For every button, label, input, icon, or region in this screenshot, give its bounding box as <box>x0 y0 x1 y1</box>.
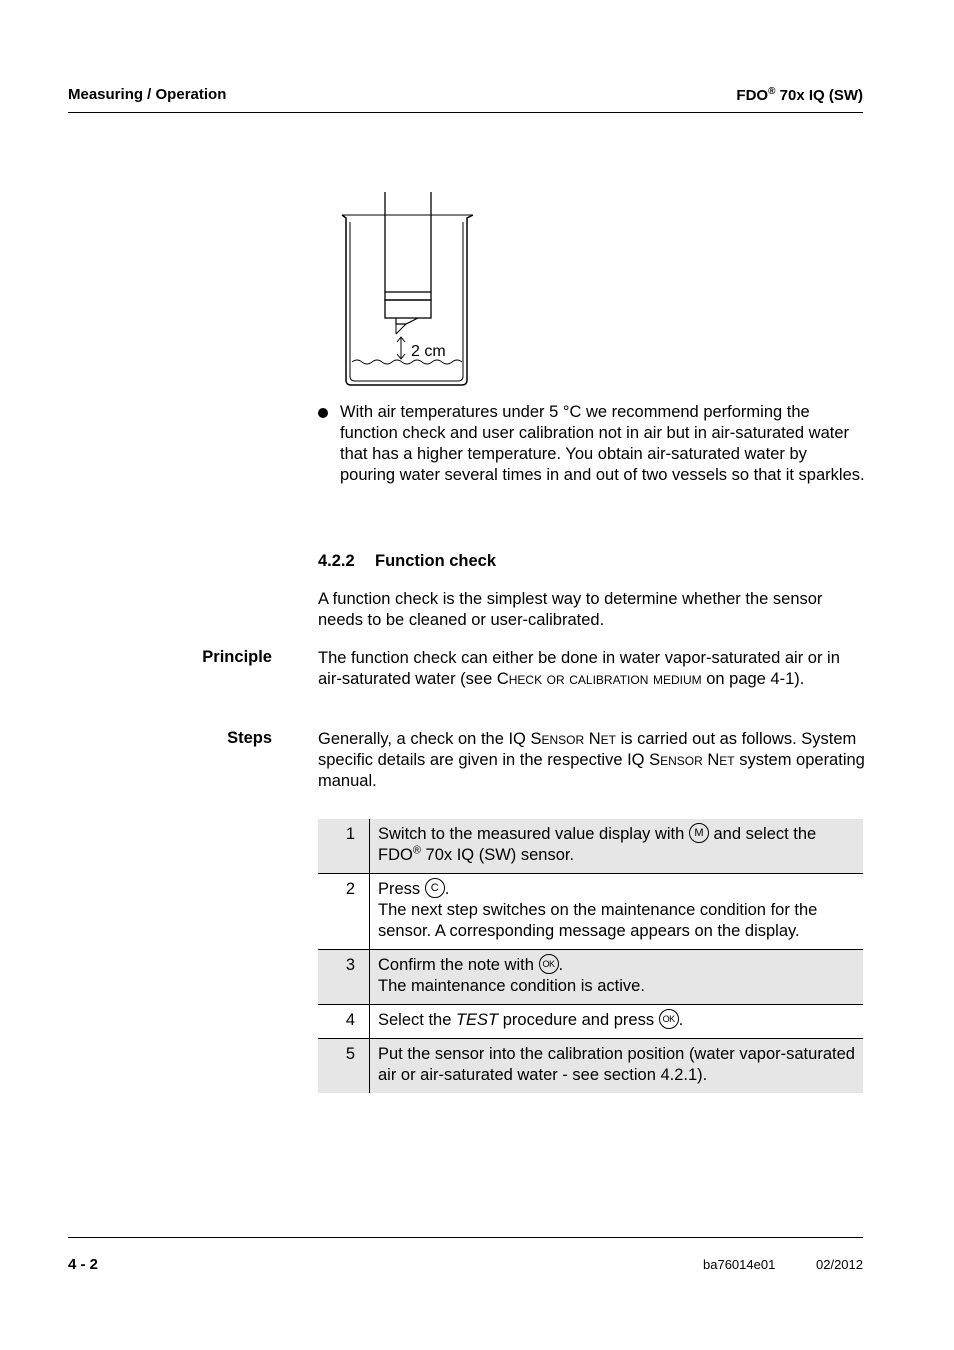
distance-label: 2 cm <box>411 343 446 360</box>
c-key-icon: C <box>425 878 445 898</box>
step-number: 1 <box>318 819 370 874</box>
document-id: ba76014e01 <box>703 1257 776 1272</box>
step-text: Switch to the measured value display with M and select the FDO® 70x IQ (SW) sensor. <box>370 819 864 874</box>
table-row <box>318 1005 863 1039</box>
ok-key-icon: OK <box>539 954 559 974</box>
steps-intro-text: Generally, a check on the IQ Sensor Net is carried out as follows. System specific details are given in the respective IQ Sensor Net system operating manual. <box>318 730 865 790</box>
step-number: 2 <box>318 874 370 950</box>
footer-rule <box>68 1237 863 1238</box>
table-row <box>318 950 863 1005</box>
principle-text: The function check can either be done in water vapor-saturated air or in air-saturated water (see Check or calibration medium on page 4-1). <box>318 649 840 688</box>
header-rule <box>68 112 863 113</box>
section-title: Function check <box>375 552 497 570</box>
steps-label: Steps <box>227 729 272 747</box>
document-date: 02/2012 <box>816 1257 863 1272</box>
section-heading <box>318 552 496 571</box>
step-number: 4 <box>318 1005 370 1039</box>
step-text: Put the sensor into the calibration position (water vapor-saturated air or air-saturated water - see section 4.2.1). <box>370 1039 864 1094</box>
table-row <box>318 819 863 874</box>
step-number: 3 <box>318 950 370 1005</box>
m-key-icon: M <box>689 823 709 843</box>
principle-label: Principle <box>202 648 272 666</box>
ok-key-icon: OK <box>659 1009 679 1029</box>
header-section-title: Measuring / Operation <box>68 86 227 103</box>
header-product-name: FDO® 70x IQ (SW) <box>736 86 863 104</box>
section-intro: A function check is the simplest way to determine whether the sensor needs to be cleaned or user-calibrated. <box>318 590 823 629</box>
section-number: 4.2.2 <box>318 552 355 570</box>
bullet-dot-icon <box>318 408 328 418</box>
steps-table <box>318 819 863 1093</box>
table-row <box>318 874 863 950</box>
bullet-note-text: With air temperatures under 5 °C we recommend performing the function check and user calibration not in air but in air-saturated water that has a higher temperature. You obtain air-saturated water by pouring water several times in and out of two vessels so that it sparkles. <box>340 403 865 484</box>
page-number: 4 - 2 <box>68 1256 99 1273</box>
step-text: Confirm the note with OK . The maintenance condition is active. <box>370 950 864 1005</box>
step-text: Press C . The next step switches on the maintenance condition for the sensor. A corresponding message appears on the display. <box>370 874 864 950</box>
step-number: 5 <box>318 1039 370 1094</box>
table-row <box>318 1039 863 1094</box>
reference-check-medium: Check or calibration medium <box>496 670 702 688</box>
sensor-in-beaker-illustration <box>338 190 478 390</box>
step-text: Select the TEST procedure and press OK . <box>370 1005 864 1039</box>
